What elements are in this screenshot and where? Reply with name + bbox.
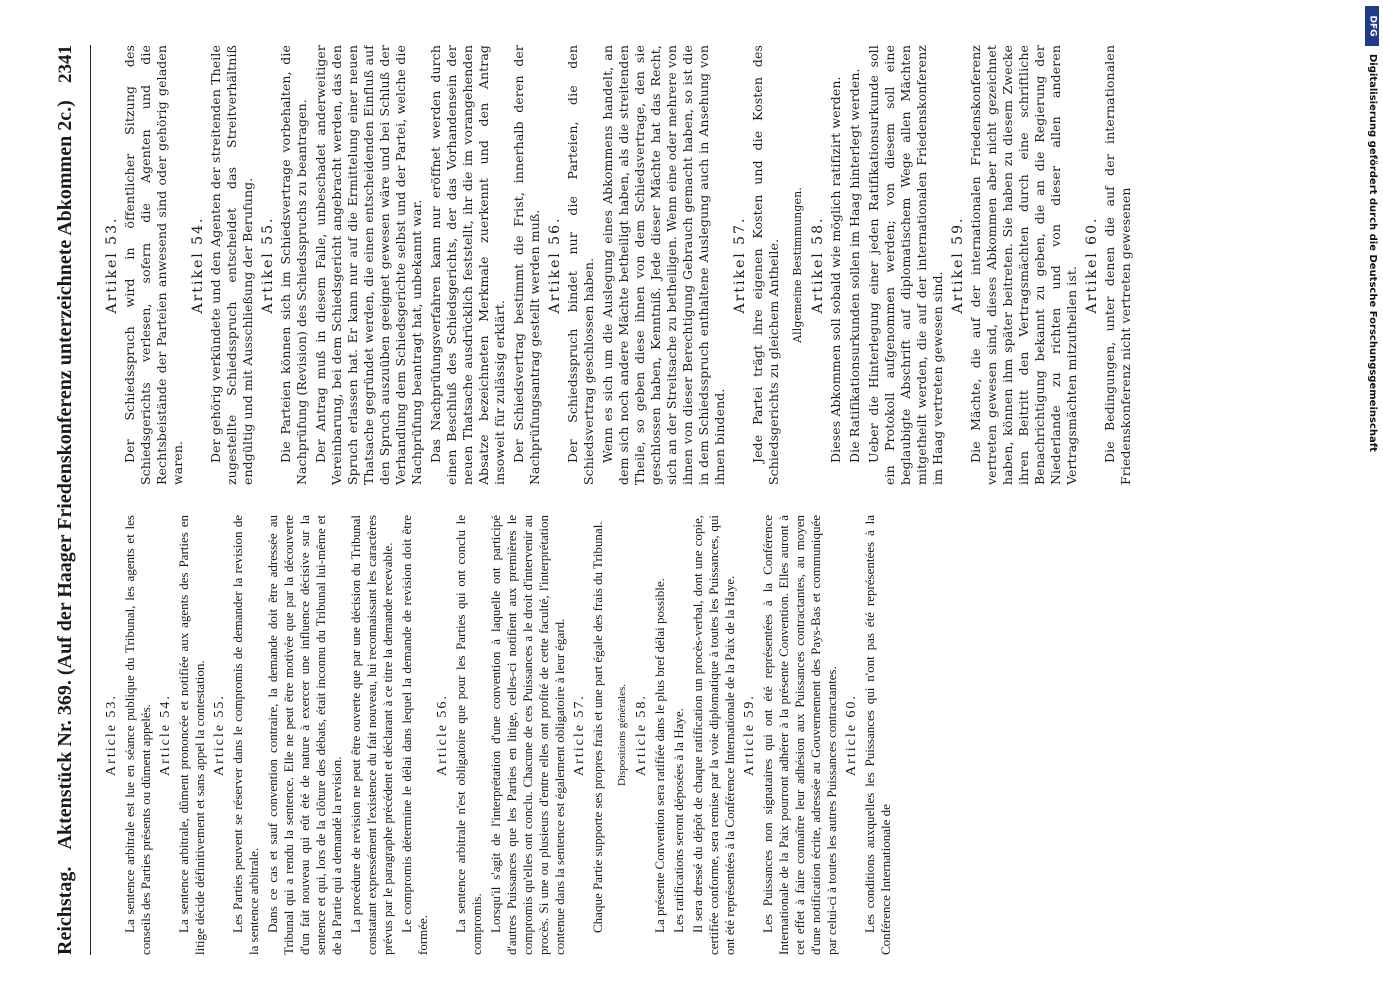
article-paragraph: Il sera dressé du dépôt de chaque ratification un procès-verbal, dont une copie, certifiée conforme, sera remise par la voie diplomatique à toutes les Puissances, qui ont été représentées à la Conférence Internationale de la Paix de la Haye. bbox=[690, 515, 737, 955]
article-heading: Artikel 56. bbox=[547, 216, 563, 314]
article-paragraph: Les Puissances non signataires qui ont été représentées à la Conférence Internationale de la Paix pourront adhérer à la présente Convention. Elles auront à cet effet à faire connaître leur adhésion aux Puissances contractantes, au moyen d'une notification écrite, adressée au Gouvernement des Pays-Bas et communiquée par celui-ci à toutes les autres Puissances contractantes. bbox=[760, 515, 839, 955]
article-heading: Article 58. bbox=[634, 694, 649, 776]
header-title: Aktenstück Nr. 369. (Auf der Haager Friedenskonferenz unterzeichnete Abkommen 2c.) bbox=[54, 100, 76, 850]
dfg-label: DFG bbox=[1367, 15, 1378, 37]
article-paragraph: La procédure de revision ne peut être ouverte que par une décision du Tribunal constatant expressément l'existence du fait nouveau, lui reconnaissant les caractères prévus par le paragraphe précédent et déclarant à ce titre la demande recevable. bbox=[348, 515, 395, 955]
article-paragraph: La sentence arbitrale, dûment prononcée et notifiée aux agents des Parties en litige décide définitivement et sans appel la contestation. bbox=[176, 515, 207, 955]
page-header bbox=[54, 45, 94, 955]
article-paragraph: Chaque Partie supporte ses propres frais et une part égale des frais du Tribunal. bbox=[590, 521, 605, 933]
article-heading: Artikel 53. bbox=[104, 216, 120, 314]
article-heading: Artikel 55. bbox=[260, 216, 276, 314]
article-heading: Article 59. bbox=[742, 694, 757, 776]
article-paragraph: Wenn es sich um die Auslegung eines Abkommens handelt, an dem sich noch andere Mächte betheiligt haben, als die streitenden Theile, so geben diese ihnen von dem Schiedsvertrage, den sie geschlossen haben, Kenntniß. Jede dieser Mächte hat das Recht, sich an der Streitsache zu betheiligen. Wenn eine oder mehrere von ihnen von dieser Berechtigung Gebrauch gemacht haben, so ist die in dem Schiedsspruch enthaltene Auslegung auch in Ansehung von ihnen bindend. bbox=[600, 45, 727, 485]
article-heading: Artikel 59. bbox=[950, 216, 966, 314]
article-paragraph: Die Mächte, die auf der internationalen Friedenskonferenz vertreten gewesen sind, dieses Abkommen aber nicht gezeichnet haben, können ihm später beitreten. Sie haben zu diesem Zwecke ihren Beitritt den Vertragsmächten durch eine schriftliche Benachrichtigung bekannt zu geben, die an die Regierung der Niederlande zu richten und von dieser allen anderen Vertragsmächten mitzutheilen ist. bbox=[968, 45, 1079, 485]
article-heading: Article 56. bbox=[435, 694, 450, 776]
page-number: 2341 bbox=[55, 45, 76, 83]
article-paragraph: Dieses Abkommen soll sobald wie möglich ratifizirt werden. bbox=[828, 76, 843, 463]
article-paragraph: Der Antrag muß in diesem Falle, unbeschadet anderweitiger Vereinbarung, bei dem Schiedsgericht angebracht werden, das den Spruch erlassen hat. Er kann nur auf die Ermittelung einer neuen Thatsache gegründet werden, die einen entscheidenden Einfluß auf den Spruch auszuüben geeignet gewesen wäre und bei Schluß der Verhandlung dem Schiedsgerichte selbst und der Partei, welche die Nachprüfung beantragt hat, unbekannt war. bbox=[313, 45, 424, 485]
article-paragraph: Der Schiedsspruch bindet nur die Parteien, die den Schiedsvertrag geschlossen haben. bbox=[565, 45, 596, 485]
article-heading: Artikel 58. bbox=[810, 216, 826, 314]
article-heading: Article 53. bbox=[104, 694, 119, 776]
article-paragraph: Le compromis détermine le délai dans lequel la demande de revision doit être formée. bbox=[399, 515, 430, 955]
article-paragraph: La sentence arbitrale est lue en séance publique du Tribunal, les agents et les conseils des Parties présents ou dûment appelés. bbox=[122, 515, 153, 955]
article-paragraph: Les Parties peuvent se réserver dans le compromis de demander la revision de la sentence arbitrale. bbox=[230, 515, 261, 955]
article-paragraph: Die Ratifikationsurkunden sollen im Haag hinterlegt werden. bbox=[847, 68, 862, 463]
section-heading: Allgemeine Bestimmungen. bbox=[791, 187, 804, 343]
article-paragraph: Lorsqu'il s'agit de l'interprétation d'une convention à laquelle ont participé d'autres Puissances que les Parties en litige, celles-ci notifient aux premières le compromis qu'elles ont conclu. Chacune de ces Puissances a le droit d'intervenir au procès. Si une ou plusieurs d'entre elles ont profité de cette faculté, l'interprétation contenue dans la sentence est également obligatoire à leur égard. bbox=[488, 515, 567, 955]
article-paragraph: Die Bedingungen, unter denen die auf der internationalen Friedenskonferenz nicht vertreten gewesenen bbox=[1102, 45, 1133, 485]
french-column bbox=[100, 515, 1330, 955]
rotated-page bbox=[40, 0, 1340, 1000]
article-heading: Artikel 60. bbox=[1084, 216, 1100, 314]
article-paragraph: Der Schiedsspruch wird in öffentlicher Sitzung des Schiedsgerichts verlesen, sofern die Agenten und die Rechtsbeistände der Parteien anwesend sind oder gehörig geladen waren. bbox=[122, 45, 185, 485]
article-heading: Article 57. bbox=[572, 694, 587, 776]
dfg-badge bbox=[1365, 6, 1379, 46]
section-heading: Dispositions générales. bbox=[616, 683, 628, 787]
article-heading: Artikel 54. bbox=[190, 216, 206, 314]
article-heading: Artikel 57. bbox=[732, 216, 748, 314]
article-paragraph: La sentence arbitrale n'est obligatoire que pour les Parties qui ont conclu le compromis. bbox=[453, 515, 484, 955]
header-rule bbox=[90, 45, 91, 955]
columns bbox=[100, 45, 1330, 955]
credit-text: Digitalisierung gefördert durch die Deutsche Forschungsgemeinschaft bbox=[1367, 54, 1378, 452]
article-paragraph: Les conditions auxquelles les Puissances qui n'ont pas été représentées à la Conférence Internationale de bbox=[862, 515, 893, 955]
article-paragraph: Ueber die Hinterlegung einer jeden Ratifikationsurkunde soll ein Protokoll aufgenommen werden; von diesem soll eine beglaubigte Abschrift auf diplomatischem Wege allen Mächten mitgetheilt werden, die auf der internationalen Friedenskonferenz im Haag vertreten gewesen sind. bbox=[866, 45, 945, 485]
header-left: Reichstag. bbox=[54, 866, 76, 955]
german-column bbox=[100, 45, 1330, 485]
article-paragraph: Die Parteien können sich im Schiedsvertrage vorbehalten, die Nachprüfung (Revision) des Schiedsspruchs zu beantragen. bbox=[278, 45, 309, 485]
article-paragraph: Les ratifications seront déposées à la Haye. bbox=[671, 708, 686, 933]
article-paragraph: Das Nachprüfungsverfahren kann nur eröffnet werden durch einen Beschluß des Schiedsgerichts, der das Vorhandensein der neuen Thatsache ausdrücklich feststellt, ihr die im vorangehenden Absatze bezeichneten Merkmale zuerkennt und den Antrag insoweit für zulässig erklärt. bbox=[428, 45, 507, 485]
article-heading: Article 54. bbox=[158, 694, 173, 776]
article-paragraph: Jede Partei trägt ihre eigenen Kosten und die Kosten des Schiedsgerichts zu gleichem Antheile. bbox=[750, 45, 781, 485]
article-paragraph: Der gehörig verkündete und den Agenten der streitenden Theile zugestellte Schiedsspruch entscheidet das Streitverhältniß endgültig und mit Ausschließung der Berufung. bbox=[208, 45, 255, 485]
article-paragraph: Der Schiedsvertrag bestimmt die Frist, innerhalb deren der Nachprüfungsantrag gestellt werden muß. bbox=[511, 45, 542, 485]
credit-strip bbox=[1364, 54, 1380, 994]
article-heading: Article 55. bbox=[212, 694, 227, 776]
article-paragraph: La présente Convention sera ratifiée dans le plus bref délai possible. bbox=[652, 578, 667, 933]
article-heading: Article 60. bbox=[844, 694, 859, 776]
article-paragraph: Dans ce cas et sauf convention contraire, la demande doit être adressée au Tribunal qui a rendu la sentence. Elle ne peut être motivée que par la découverte d'un fait nouveau qui eût été de nature à exercer une influence décisive sur la sentence et qui, lors de la clôture des débats, était inconnu du Tribunal lui-même et de la Partie qui a demandé la revision. bbox=[265, 515, 344, 955]
